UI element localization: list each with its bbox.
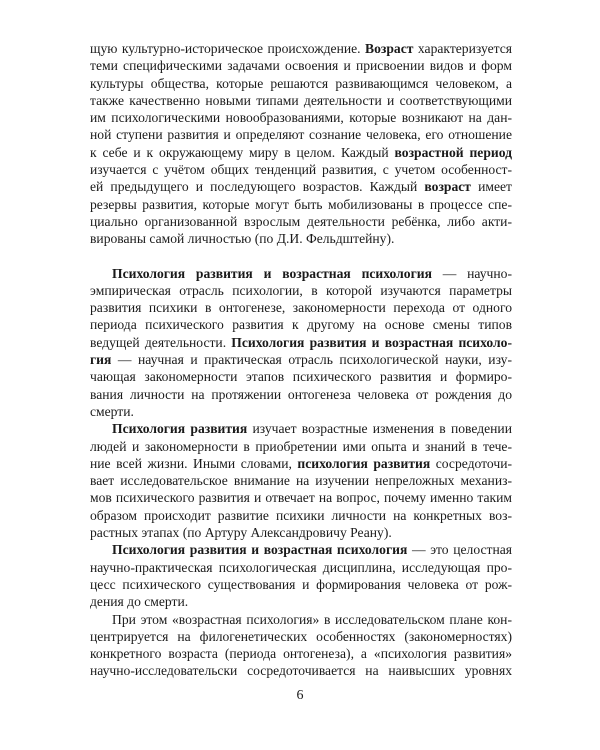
text-line	[90, 489, 512, 506]
text-line	[90, 386, 512, 403]
bold-term: гия	[90, 352, 112, 368]
text-run: культуры общества, которые решаются развивающимся человеком, а	[90, 75, 512, 91]
document-page	[90, 40, 512, 680]
text-run: — это целостная	[407, 542, 513, 558]
text-line	[90, 196, 512, 213]
text-line	[90, 178, 512, 195]
text-run: циально организованной взрослым деятельности ребёнка, либо акти-	[90, 213, 512, 229]
bold-term: возраст	[424, 179, 471, 195]
text-line	[90, 213, 512, 230]
bold-term: Психология развития и возрастная психология	[112, 265, 432, 281]
text-line	[90, 645, 512, 662]
text-line	[90, 109, 512, 126]
text-run: развития психики в онтогенезе, закономерности перехода от одного	[90, 300, 512, 316]
text-line	[90, 57, 512, 74]
bold-term: Возраст	[365, 41, 414, 56]
text-run: имеет	[470, 179, 512, 195]
text-line	[90, 541, 512, 558]
text-line	[90, 524, 512, 541]
text-run: цесс психического существования и формирования человека от рож-	[90, 576, 512, 592]
text-run: конкретного возраста (периода онтогенеза), а «психология развития»	[90, 646, 512, 662]
paragraph	[90, 40, 512, 248]
text-line	[90, 507, 512, 524]
text-run: щую культурно-историческое происхождение.	[90, 41, 366, 56]
text-run: людей и закономерности в приобретении ими опыта и знаний в тече-	[90, 438, 512, 454]
text-line	[90, 559, 512, 576]
text-run: им психологическими новообразованиями, которые возникают на дан-	[90, 110, 512, 126]
text-line	[90, 662, 512, 679]
page-number: 6	[296, 688, 304, 703]
text-line	[90, 265, 512, 282]
bold-term: Психология развития	[112, 421, 248, 437]
paragraph	[90, 420, 512, 541]
text-run: образом происходит развитие психики личности на конкретных воз-	[90, 507, 512, 523]
text-run: ние всей жизни. Иными словами,	[90, 455, 298, 471]
text-run: — научная и практическая отрасль психологической науки, изу-	[111, 352, 512, 368]
text-line	[90, 40, 512, 57]
text-run: научно-практическая психологическая дисциплина, исследующая про-	[90, 559, 512, 575]
text-line	[90, 299, 512, 316]
text-line	[90, 611, 512, 628]
text-run: характеризуется	[413, 41, 512, 56]
text-line	[90, 282, 512, 299]
text-run: к себе и к окружающему миру в целом. Каждый	[90, 144, 395, 160]
text-run: дения до смерти.	[90, 594, 189, 610]
text-run: мов психического развития и отвечает на вопрос, почему именно таким	[90, 490, 512, 506]
text-run: растных этапах (по Артуру Александровичу Реану).	[90, 525, 392, 541]
text-run: ведущей деятельности.	[90, 334, 232, 350]
text-run: эмпирическая отрасль психологии, в которой изучаются параметры	[90, 282, 512, 298]
text-line	[90, 92, 512, 109]
text-line	[90, 144, 512, 161]
text-line	[90, 75, 512, 92]
text-run: теми специфическими задачами освоения и присвоении видов и форм	[90, 58, 512, 74]
text-line	[90, 455, 512, 472]
text-run: резервы развития, которые могут быть мобилизованы в процессе спе-	[90, 196, 512, 212]
text-run: вированы самой личностью (по Д.И. Фельдштейну).	[90, 231, 395, 247]
text-run: периода психического развития к другому на основе смены типов	[90, 317, 512, 333]
text-run: вает исследовательское внимание на изучении непреложных механиз-	[90, 473, 512, 489]
paragraph	[90, 265, 512, 421]
text-line	[90, 161, 512, 178]
bold-term: психология развития	[297, 455, 431, 471]
text-run: сосредоточи-	[430, 455, 512, 471]
text-run: также качественно новыми типами деятельности и соответствующими	[90, 92, 512, 108]
paragraph	[90, 611, 512, 680]
bold-term: Психология развития и возрастная психоло-	[231, 334, 512, 350]
text-run: — научно-	[431, 265, 512, 281]
text-run: центрируется на филогенетических особенностях (закономерностях)	[90, 628, 512, 644]
text-run: научно-исследовательски сосредоточивается на наивысших уровнях	[90, 663, 512, 679]
text-line	[90, 420, 512, 437]
bold-term: Психология развития и возрастная психология	[112, 542, 408, 558]
paragraph-gap	[90, 248, 512, 265]
text-run: изучается с учётом общих тенденций развития, с учетом особенност-	[90, 162, 512, 178]
text-line	[90, 576, 512, 593]
text-run: ной ступени развития и определяют сознание человека, его отношение	[90, 127, 512, 143]
text-line	[90, 628, 512, 645]
text-line	[90, 368, 512, 385]
text-line	[90, 334, 512, 351]
text-run: вания личности на протяжении онтогенеза человека от рождения до	[90, 386, 512, 402]
text-run: смерти.	[90, 403, 134, 419]
text-line	[90, 316, 512, 333]
text-line	[90, 438, 512, 455]
text-run: При этом «возрастная психология» в исследовательском плане кон-	[112, 611, 512, 627]
text-run: ей предыдущего и последующего возрастов. Каждый	[90, 179, 425, 195]
paragraph	[90, 541, 512, 610]
text-run: чающая закономерности этапов психического развития и формиро-	[90, 369, 512, 385]
text-line	[90, 472, 512, 489]
text-line	[90, 126, 512, 143]
text-line	[90, 593, 512, 610]
text-run: изучает возрастные изменения в поведении	[247, 421, 512, 437]
text-line	[90, 351, 512, 368]
text-line	[90, 403, 512, 420]
bold-term: возрастной период	[394, 144, 512, 160]
text-line	[90, 230, 512, 247]
